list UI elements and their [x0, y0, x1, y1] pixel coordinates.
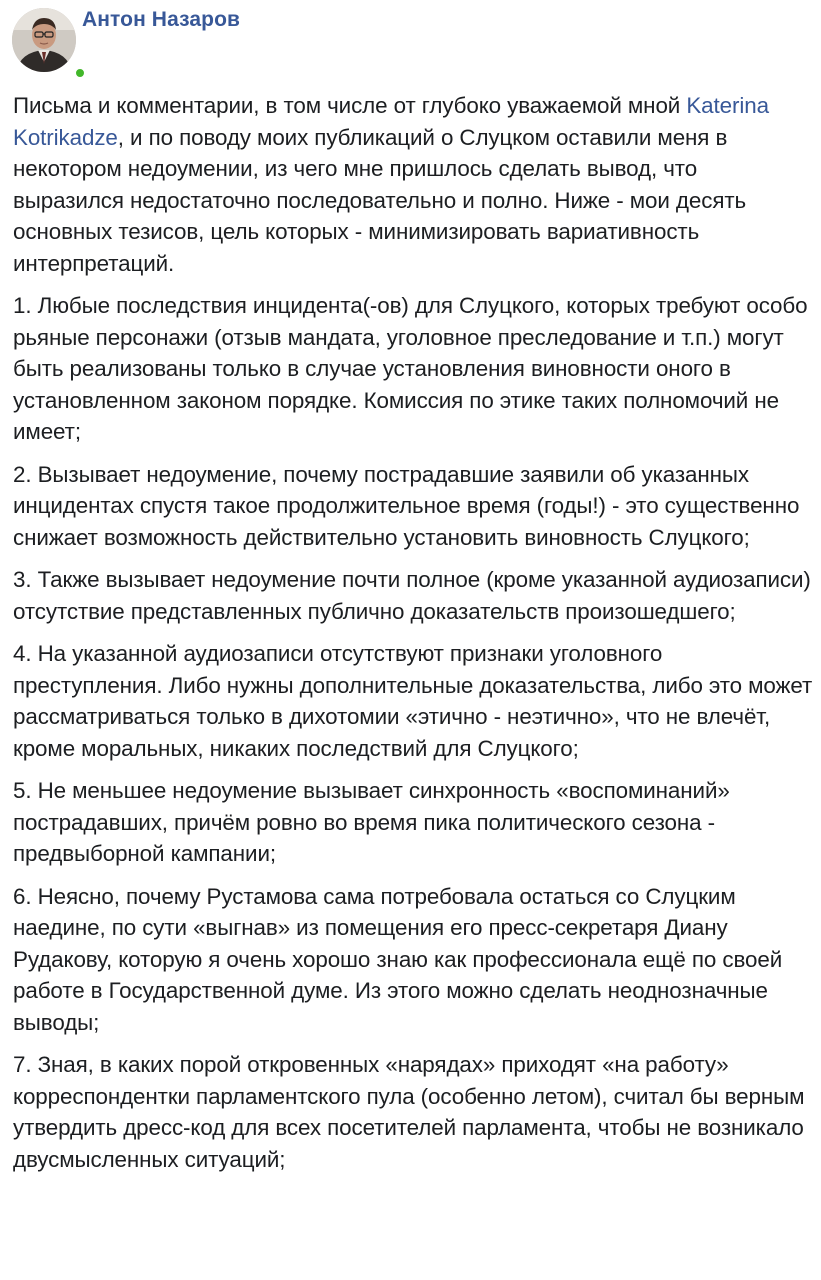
point-paragraph-5: 5. Не меньшее недоумение вызывает синхронность «воспоминаний» пострадавших, причём ровно во время пика политического сезона - предвыборной кампании; [13, 778, 730, 866]
point-paragraph-6: 6. Неясно, почему Рустамова сама потребовала остаться со Слуцким наедине, по сути «выгнав» из помещения его пресс-секретаря Диану Рудакову, которую я очень хорошо знаю как профессионала ещё по своей работе в Государственной думе. Из этого можно сделать неоднозначные выводы; [13, 883, 783, 1035]
post-intro-paragraph [13, 90, 813, 279]
point-paragraph-2: 2. Вызывает недоумение, почему пострадавшие заявили об указанных инцидентах спустя такое продолжительное время (годы!) - это существенно снижает возможность действительно установить виновность Слуцкого; [13, 461, 800, 550]
intro-text-end: , и по поводу моих публикаций о Слуцком оставили меня в некотором недоумении, из чего мне пришлось сделать вывод, что выразился недостаточно последовательно и полно. Ниже - мои десять основных тезисов, цель которых - минимизировать вариативность интерпретаций. [13, 124, 747, 276]
intro-text-start: Письма и комментарии, в том числе от глубоко уважаемой мной [13, 93, 687, 118]
avatar-photo [12, 8, 76, 72]
post-header [12, 8, 76, 78]
point-paragraph-3: 3. Также вызывает недоумение почти полное (кроме указанной аудиозаписи) отсутствие представленных публично доказательств произошедшего; [13, 567, 811, 624]
post-body [13, 90, 813, 1186]
avatar[interactable] [12, 8, 76, 72]
mention-link[interactable]: Katerina Kotrikadze [13, 93, 769, 150]
point-paragraph-1: 1. Любые последствия инцидента(-ов) для Слуцкого, которых требуют особо рьяные персонажи (отзыв мандата, уголовное преследование и т.п.) могут быть реализованы только в случае установления виновности оного в установленном законом порядке. Комиссия по этике таких полномочий не имеет; [13, 293, 808, 444]
point-paragraph-7: 7. Зная, в каких порой откровенных «нарядах» приходят «на работу» корреспондентки парламентского пула (особенно летом), считал бы верным утвердить дресс-код для всех посетителей парламента, чтобы не возникало двусмысленных ситуаций; [13, 1052, 805, 1172]
online-status-icon [74, 67, 86, 79]
author-name[interactable]: Антон Назаров [82, 8, 241, 31]
point-paragraph-4: 4. На указанной аудиозаписи отсутствуют признаки уголовного преступления. Либо нужны дополнительные доказательства, либо это может рассматриваться только в дихотомии «этично - неэтично», что не влечёт, кроме моральных, никаких последствий для Слуцкого; [13, 641, 813, 761]
